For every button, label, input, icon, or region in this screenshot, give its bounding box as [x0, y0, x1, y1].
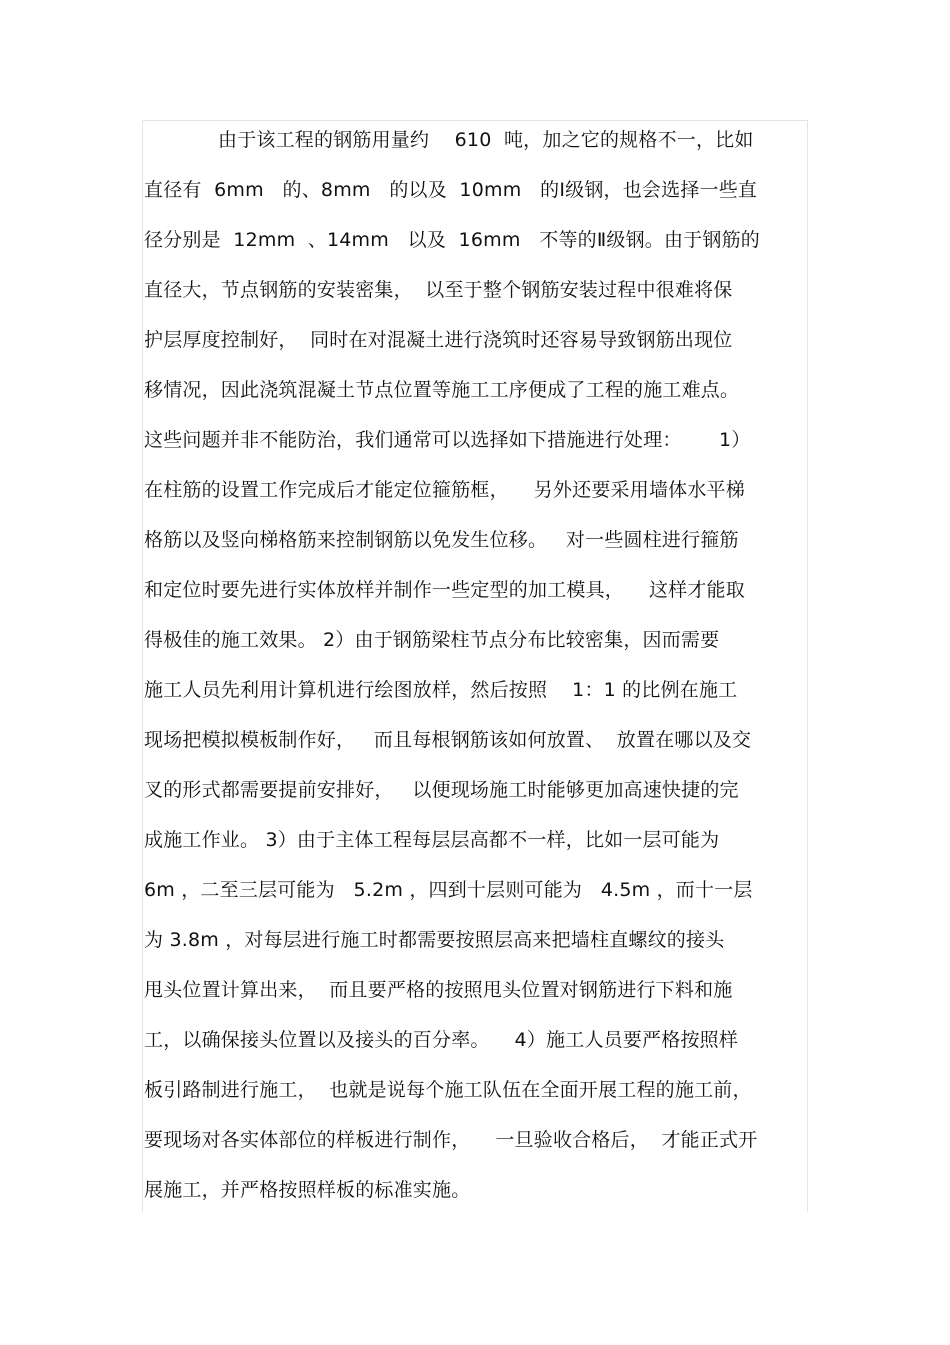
text-line-3: 径分别是 12mm 、14mm 以及 16mm 不等的Ⅱ级钢。由于钢筋的 [144, 229, 761, 251]
text-line-2: 直径有 6mm 的、8mm 的以及 10mm 的Ⅰ级钢，也会选择一些直 [144, 179, 758, 201]
text-line-14: 叉的形式都需要提前安排好， 以便现场施工时能够更加高速快捷的完 [144, 779, 739, 801]
text-line-19: 工，以确保接头位置以及接头的百分率。 4）施工人员要严格按照样 [144, 1029, 739, 1051]
text-line-9: 格筋以及竖向梯格筋来控制钢筋以免发生位移。 对一些圆柱进行箍筋 [144, 529, 739, 551]
text-line-21: 要现场对各实体部位的样板进行制作， 一旦验收合格后， 才能正式开 [144, 1129, 758, 1151]
text-line-22: 展施工，并严格按照样板的标准实施。 [144, 1179, 471, 1201]
text-line-7: 这些问题并非不能防治，我们通常可以选择如下措施进行处理： 1） [144, 429, 751, 451]
text-line-20: 板引路制进行施工， 也就是说每个施工队伍在全面开展工程的施工前， [144, 1079, 752, 1101]
text-line-13: 现场把模拟模板制作好， 而且每根钢筋该如何放置、 放置在哪以及交 [144, 729, 752, 751]
text-line-5: 护层厚度控制好， 同时在对混凝土进行浇筑时还容易导致钢筋出现位 [144, 329, 733, 351]
text-line-10: 和定位时要先进行实体放样并制作一些定型的加工模具， 这样才能取 [144, 579, 745, 601]
text-line-15: 成施工作业。 3）由于主体工程每层层高都不一样，比如一层可能为 [144, 829, 720, 851]
text-line-12: 施工人员先利用计算机进行绘图放样，然后按照 1：1 的比例在施工 [144, 679, 738, 701]
text-line-16: 6m ，二至三层可能为 5.2m ，四到十层则可能为 4.5m ，而十一层 [144, 879, 753, 901]
text-line-8: 在柱筋的设置工作完成后才能定位箍筋框， 另外还要采用墙体水平梯 [144, 479, 745, 501]
text-line-18: 甩头位置计算出来， 而且要严格的按照甩头位置对钢筋进行下料和施 [144, 979, 733, 1001]
text-line-17: 为 3.8m ，对每层进行施工时都需要按照层高来把墙柱直螺纹的接头 [144, 929, 725, 951]
text-line-4: 直径大，节点钢筋的安装密集， 以至于整个钢筋安装过程中很难将保 [144, 279, 733, 301]
text-line-6: 移情况，因此浇筑混凝土节点位置等施工工序便成了工程的施工难点。 [144, 379, 740, 401]
text-line-1: 由于该工程的钢筋用量约 610 吨，加之它的规格不一，比如 [218, 129, 754, 151]
text-line-11: 得极佳的施工效果。 2）由于钢筋梁柱节点分布比较密集，因而需要 [144, 629, 720, 651]
